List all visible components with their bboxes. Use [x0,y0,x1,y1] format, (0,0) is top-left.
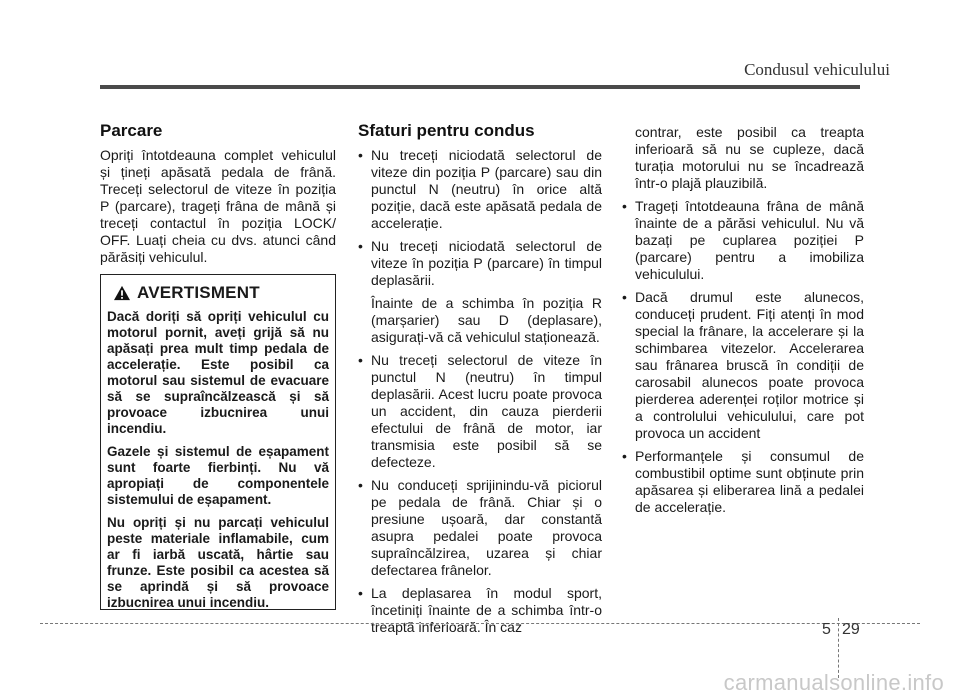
list-item [358,477,602,579]
list-item-text: Nu treceți niciodată selectorul de viteze în poziția P (parcare) în timpul deplasării. [371,238,602,288]
footer-divider [40,623,920,624]
list-item-text: Dacă drumul este alunecos, conduceți prudent. Fiți atenți în mod special la frânare, la accelerare și la schimbarea vitezelor. Accelerarea sau frânarea bruscă în condiții de carosabil alunecos poate provoca pierderea aderenței roților motrice și a controlului vehiculului, care pot provoca un accident [635,289,864,441]
list-item-text: Nu treceți selectorul de viteze în punctul N (neutru) în timpul deplasării. Acest lucru poate provoca un accident, din cauza pierderii efectului de frână de motor, iar transmisia este posibil să se defecteze. [371,352,602,470]
parking-section [100,122,336,266]
warning-paragraph: Nu opriți și nu parcați vehiculul peste materiale inflamabile, cum ar fi iarbă uscată, hârtie sau frunze. Este posibil ca acestea să se aprindă și să provoace izbucnirea unui incendiu. [107,515,329,610]
list-item-text: La deplasarea în modul sport, încetiniți înainte de a schimba într-o treaptă inferioară. În caz [371,585,602,635]
driving-tips-section [358,122,602,642]
bullet-icon: • [358,477,363,493]
warning-paragraph: Dacă doriți să opriți vehiculul cu motorul pornit, aveți grijă să nu apăsați prea mult timp pedala de accelerație. Este posibil ca motorul sau sistemul de evacuare să se supraîncălzească și să provoace izbucnirea unui incendiu. [107,309,329,436]
chapter-number: 5 [822,621,831,638]
bullet-icon: • [358,147,363,163]
warning-title: AVERTISMENT [137,283,260,302]
parking-text: Opriți întotdeauna complet vehiculul și țineți apăsată pedala de frână. Treceți selectorul de viteze în poziția P (parcare), trageți frâna de mână și treceți contactul în poziția LOCK/ OFF. Luați cheia cu dvs. atunci când părăsiți vehiculul. [100,147,336,265]
header-rule [100,85,860,89]
list-item [358,352,602,471]
list-item [358,585,602,636]
watermark: carmanualsonline.info [723,670,944,695]
warning-paragraph: Gazele și sistemul de eșapament sunt foarte fierbinți. Nu vă apropiați de componentele sistemului de eșapament. [107,444,329,507]
bullet-icon: • [358,238,363,254]
list-item [622,198,864,283]
bullet-icon: • [622,198,627,214]
list-item-text: Nu treceți niciodată selectorul de viteze din poziția P (parcare) sau din punctul N (neutru) în orice altă poziție, dacă este apăsată pedala de accelerație. [371,147,602,231]
page-number: 29 [842,621,860,638]
warning-box [100,274,336,610]
parking-title: Parcare [100,121,163,140]
bullet-icon: • [358,352,363,368]
driving-tips-list [358,147,602,636]
list-item [358,238,602,346]
bullet-icon: • [622,289,627,305]
warning-triangle-icon [113,285,131,301]
list-item [358,147,602,232]
page-number-divider [838,618,839,678]
list-item-text: Nu conduceți sprijinindu-vă piciorul pe pedala de frână. Chiar și o presiune ușoară, dar constantă asupra pedalei poate provoca supraîncălzirea, uzarea și chiar defectarea frânelor. [371,477,602,578]
list-item [622,448,864,516]
list-item [622,289,864,442]
warning-header [113,283,329,303]
list-item-continuation [622,124,864,192]
bullet-icon: • [622,448,627,464]
list-item-text: Trageți întotdeauna frâna de mână înainte de a părăsi vehiculul. Nu vă bazați pe cuplarea poziției P (parcare) pentru a imobiliza vehiculului. [635,198,864,282]
list-item-text: Performanțele și consumul de combustibil optime sunt obținute prin apăsarea și eliberarea lină a pedalei de accelerație. [635,448,864,515]
list-item-subtext: Înainte de a schimba în poziția R (marșarier) sau D (deplasare), asigurați-vă că vehiculul staționează. [371,295,602,345]
driving-tips-continued [622,124,864,522]
bullet-icon: • [358,585,363,601]
driving-tips-title: Sfaturi pentru condus [358,121,535,140]
driving-tips-list-continued [622,124,864,516]
page-header-title: Condusul vehiculului [744,60,890,79]
list-item-text: contrar, este posibil ca treapta inferioară să nu se cupleze, dacă turația motorului nu se încadrează într-o plajă plauzibilă. [635,124,864,191]
